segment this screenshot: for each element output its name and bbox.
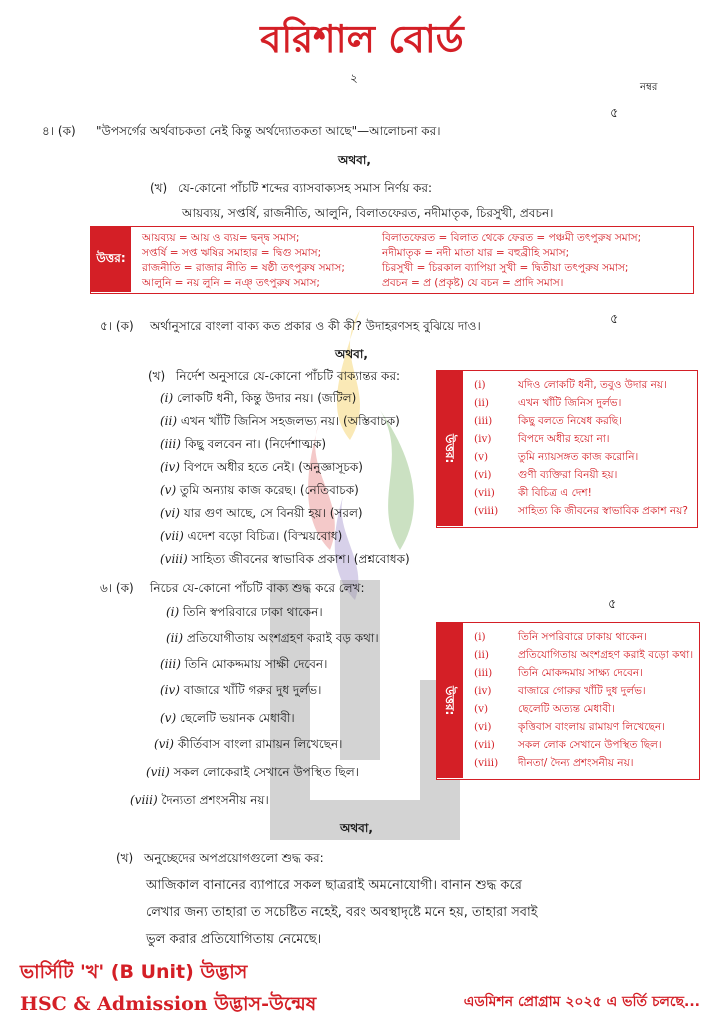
q6-kha-text: অনুচ্ছেদের অপপ্রয়োগগুলো শুদ্ধ কর: bbox=[144, 851, 324, 865]
footer-program-line: HSC & Admission উদ্ভাস-উন্মেষ bbox=[20, 993, 317, 1015]
q4-answer-label: উত্তর: bbox=[91, 227, 131, 292]
q6-answer: (vii) সকল লোক সেখানে উপস্থিত ছিল। bbox=[474, 739, 662, 751]
q5-kha-text: নির্দেশ অনুসারে যে-কোনো পাঁচটি বাক্যান্তর কর: bbox=[176, 369, 401, 383]
marks-header: নম্বর bbox=[640, 82, 658, 93]
q4-answer-left: আয়ব্যয় = আয় ও ব্যয়= দ্বন্দ্ব সমাস; bbox=[142, 232, 300, 244]
q6-answer: (viii) দীনতা/ দৈন্য প্রশংসনীয় নয়। bbox=[474, 757, 634, 769]
q4-kha-label: (খ) bbox=[150, 181, 168, 195]
q5-answer-label: উত্তর: bbox=[437, 371, 463, 526]
q6-paragraph-line: আজিকাল বানানের ব্যাপারে সকল ছাত্ররাই অমনোযোগী। বানান শুদ্ধ করে bbox=[146, 878, 522, 893]
q4-kha-words: আয়ব্যয়, সপ্তর্ষি, রাজনীতি, আলুনি, বিলাতফেরত, নদীমাতৃক, চিরসুখী, প্রবচন। bbox=[182, 206, 554, 220]
q5-kha-label: (খ) bbox=[148, 369, 166, 383]
q4-answer-right: নদীমাতৃক = নদী মাতা যার = বহুব্রীহি সমাস; bbox=[382, 247, 570, 259]
q4-answer-right: চিরসুখী = চিরকাল ব্যাপিয়া সুখী = দ্বিতীয়া তৎপুরুষ সমাস; bbox=[382, 262, 629, 274]
q4-or: অথবা, bbox=[338, 153, 371, 167]
q4-ka-text: "উপসর্গের অর্থবাচকতা নেই কিন্তু অর্থদ্যোতকতা আছে"—আলোচনা কর। bbox=[96, 124, 441, 138]
q5-ka-text: অর্থানুসারে বাংলা বাক্য কত প্রকার ও কী কী? উদাহরণসহ বুঝিয়ে দাও। bbox=[150, 319, 481, 333]
q6-ka-label: ৬। (ক) bbox=[100, 581, 134, 595]
q4-answer-left: সপ্তর্ষি = সপ্ত ঋষির সমাহার = দ্বিগু সমাস; bbox=[142, 247, 322, 259]
q5-answer: (v) তুমি ন্যায়সঙ্গত কাজ করোনি। bbox=[474, 451, 639, 463]
page-number: ২ bbox=[350, 71, 358, 85]
q4-answer-right: প্রবচন = প্র (প্রকৃষ্ট) যে বচন = প্রাদি সমাস। bbox=[382, 277, 564, 289]
q6-item: (vi) কীর্তিবাস বাংলা রামায়ন লিখেছেন। bbox=[154, 737, 343, 751]
q6-item: (i) তিনি স্বপরিবারে ঢাকা থাকেন। bbox=[166, 605, 323, 619]
q4-answer-left: রাজনীতি = রাজার নীতি = ষষ্ঠী তৎপুরুষ সমাস; bbox=[142, 262, 345, 274]
q6-item: (vii) সকল লোকেরাই সেখানে উপস্থিত ছিল। bbox=[146, 765, 359, 779]
q5-ka-mark: ৫ bbox=[610, 312, 619, 327]
q6-answer: (iv) বাজারে গোরুর খাঁটি দুধ দুর্লভ। bbox=[474, 685, 646, 697]
q6-answer: (iii) তিনি মোকদ্দমায় সাক্ষ্য দেবেন। bbox=[474, 667, 643, 679]
q5-answer: (i) যদিও লোকটি ধনী, তবুও উদার নয়। bbox=[474, 379, 667, 391]
q6-item: (iv) বাজারে খাঁটি গরুর দুধ দুর্লভ। bbox=[160, 683, 322, 697]
q5-item: (ii) এখন খাঁটি জিনিস সহজলভ্য নয়। (অস্তিবাচক) bbox=[160, 414, 400, 428]
q6-item: (v) ছেলেটি ভয়ানক মেধাবী। bbox=[160, 711, 295, 725]
q6-answer: (ii) প্রতিযোগিতায় অংশগ্রহণ করাই বড়ো কথা। bbox=[474, 649, 694, 661]
q4-answer-left: আলুনি = নয় লুনি = নঞ্‌ তৎপুরুষ সমাস; bbox=[142, 277, 320, 289]
q4-ka-label: ৪। (ক) bbox=[42, 124, 76, 138]
q5-item: (vi) যার গুণ আছে, সে বিনয়ী হয়। (সরল) bbox=[160, 506, 363, 520]
q5-answer: (vi) গুণী ব্যক্তিরা বিনয়ী হয়। bbox=[474, 469, 618, 481]
q6-item: (iii) তিনি মোকদ্দমায় সাক্ষী দেবেন। bbox=[160, 657, 328, 671]
q6-paragraph-line: ভুল করার প্রতিযোগিতায় নেমেছে। bbox=[146, 932, 322, 947]
q6-answer-label: উত্তর: bbox=[437, 623, 463, 778]
q6-answer: (i) তিনি সপরিবারে ঢাকায় থাকেন। bbox=[474, 631, 647, 643]
board-title: বরিশাল বোর্ড bbox=[260, 17, 464, 61]
q5-answer: (ii) এখন খাঁটি জিনিস দুর্লভ। bbox=[474, 397, 622, 409]
q5-ka-label: ৫। (ক) bbox=[100, 319, 134, 333]
q5-answer: (vii) কী বিচিত্র এ দেশ! bbox=[474, 487, 592, 499]
q6-answer: (vi) কৃত্তিবাস বাংলায় রামায়ণ লিখেছেন। bbox=[474, 721, 665, 733]
q5-item: (v) তুমি অন্যায় কাজ করেছ। (নেতিবাচক) bbox=[160, 483, 359, 497]
q5-answer: (iii) কিছু বলতে নিষেধ করছি। bbox=[474, 415, 622, 427]
q5-item: (iv) বিপদে অধীর হতে নেই। (অনুজ্ঞাসূচক) bbox=[160, 460, 363, 474]
q5-answer: (viii) সাহিত্য কি জীবনের স্বাভাবিক প্রকাশ নয়? bbox=[474, 505, 688, 517]
q5-item: (viii) সাহিত্য জীবনের স্বাভাবিক প্রকাশ। (প্রশ্নবোধক) bbox=[160, 552, 410, 566]
footer-unit-line: ভার্সিটি 'খ' (B Unit) উদ্ভাস bbox=[20, 961, 248, 983]
q6-ka-text: নিচের যে-কোনো পাঁচটি বাক্য শুদ্ধ করে লেখ: bbox=[150, 581, 365, 595]
q5-answer: (iv) বিপদে অধীর হয়ো না। bbox=[474, 433, 610, 445]
q6-item: (viii) দৈন্যতা প্রশংসনীয় নয়। bbox=[130, 793, 269, 807]
q5-item: (iii) কিছু বলবেন না। (নির্দেশাত্মক) bbox=[160, 437, 327, 451]
q6-item: (ii) প্রতিযোগীতায় অংশগ্রহণ করাই বড় কথা। bbox=[166, 631, 379, 645]
q5-or: অথবা, bbox=[335, 347, 368, 361]
q4-ka-mark: ৫ bbox=[610, 106, 619, 121]
q4-answer-right: বিলাতফেরত = বিলাত থেকে ফেরত = পঞ্চমী তৎপুরুষ সমাস; bbox=[382, 232, 642, 244]
q6-or: অথবা, bbox=[340, 821, 373, 835]
q6-ka-mark: ৫ bbox=[608, 597, 617, 612]
q5-item: (vii) এদেশ বড়ো বিচিত্র। (বিস্ময়বোধ) bbox=[160, 529, 343, 543]
q5-item: (i) লোকটি ধনী, কিন্তু উদার নয়। (জটিল) bbox=[160, 391, 357, 405]
footer-admission-promo: এডমিশন প্রোগ্রাম ২০২৫ এ ভর্তি চলছে... bbox=[463, 994, 700, 1010]
q4-kha-text: যে-কোনো পাঁচটি শব্দের ব্যাসবাক্যসহ সমাস নির্ণয় কর: bbox=[178, 181, 433, 195]
q6-paragraph-line: লেখার জন্য তাহারা ত সচেষ্টিত নহেই, বরং অবস্থাদৃষ্টে মনে হয়, তাহারা সবাই bbox=[146, 905, 538, 920]
q6-answer: (v) ছেলেটি অত্যন্ত মেধাবী। bbox=[474, 703, 615, 715]
q6-kha-label: (খ) bbox=[116, 851, 134, 865]
